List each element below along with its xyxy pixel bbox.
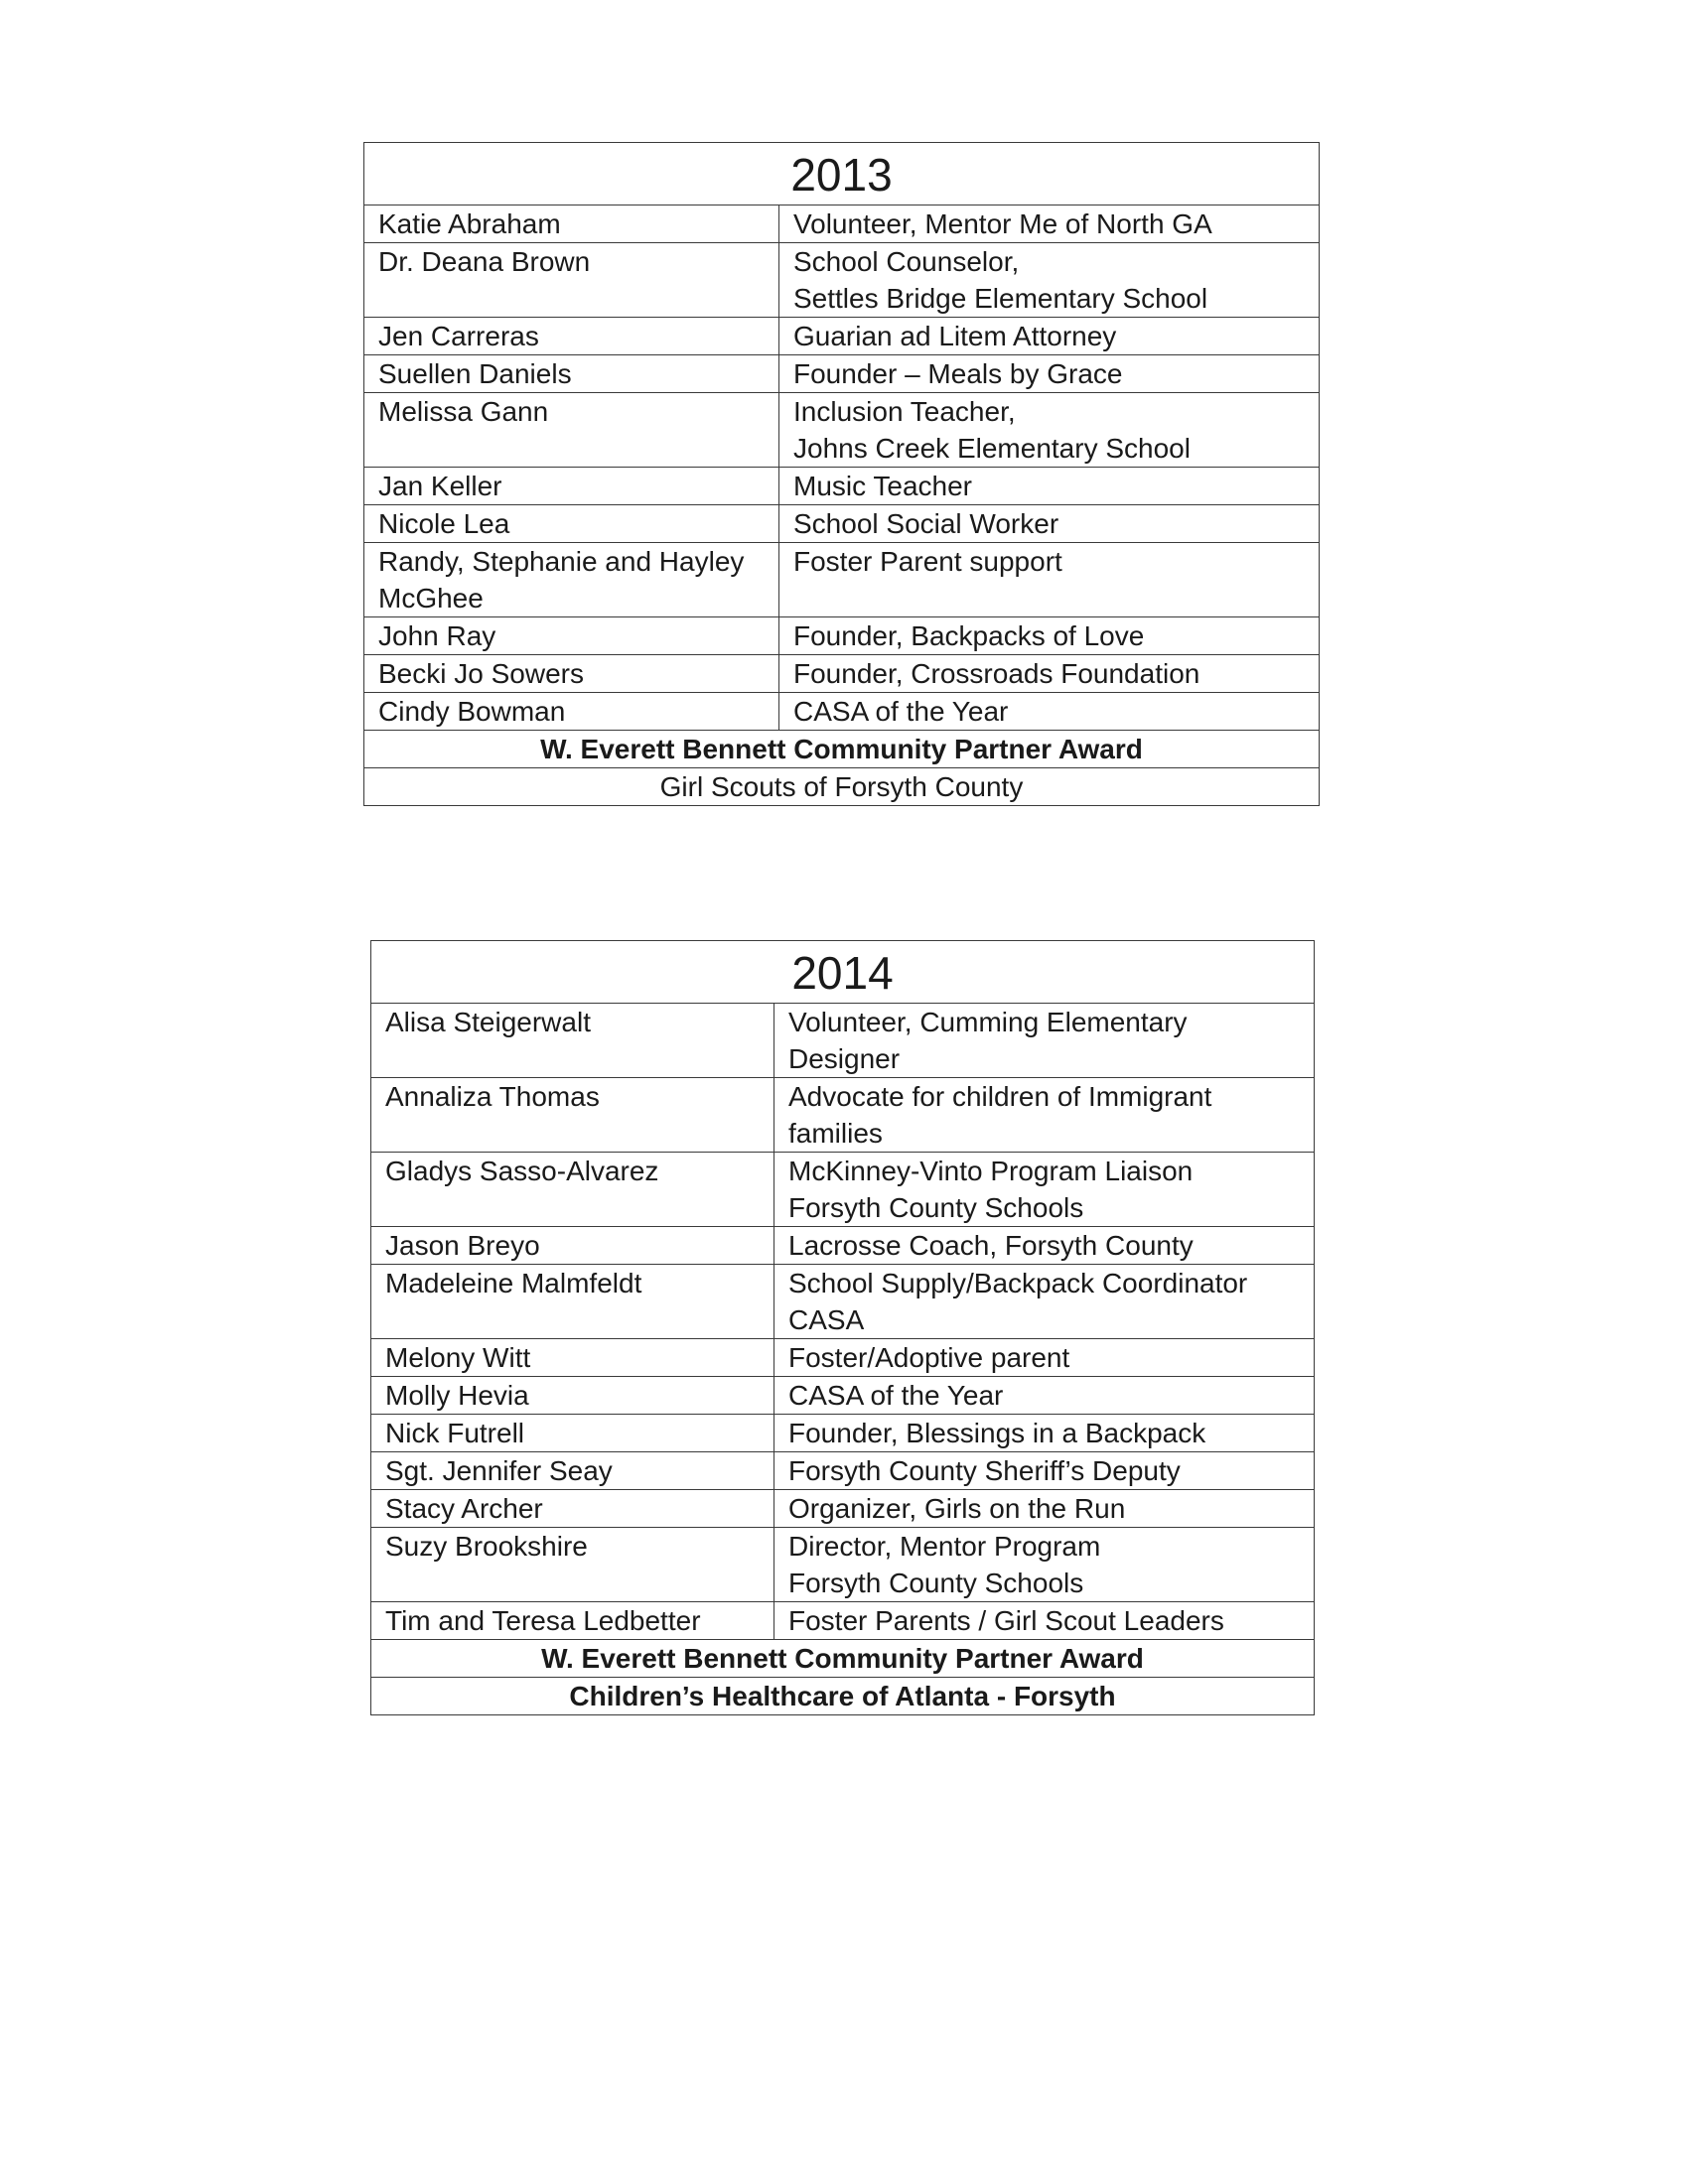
table-row [364, 505, 1320, 543]
table-row [364, 543, 1320, 617]
honoree-name: Melissa Gann [364, 393, 779, 468]
award-recipient: Girl Scouts of Forsyth County [364, 768, 1320, 806]
table-row [371, 1490, 1315, 1528]
honoree-name: Madeleine Malmfeldt [371, 1265, 774, 1339]
year-row [364, 143, 1320, 205]
table-row [364, 205, 1320, 243]
honoree-role: Foster Parents / Girl Scout Leaders [774, 1602, 1315, 1640]
honoree-name: Alisa Steigerwalt [371, 1004, 774, 1078]
table-row [371, 1153, 1315, 1227]
honoree-role: Forsyth County Sheriff’s Deputy [774, 1452, 1315, 1490]
table-row [371, 1377, 1315, 1415]
award-recipient-row [364, 768, 1320, 806]
year-heading: 2014 [371, 941, 1315, 1004]
honoree-name: Jen Carreras [364, 318, 779, 355]
honoree-role: Lacrosse Coach, Forsyth County [774, 1227, 1315, 1265]
honoree-name: Tim and Teresa Ledbetter [371, 1602, 774, 1640]
award-title-row [364, 731, 1320, 768]
honoree-name: Annaliza Thomas [371, 1078, 774, 1153]
table-row [371, 1415, 1315, 1452]
table-row [371, 1078, 1315, 1153]
honoree-name: Nicole Lea [364, 505, 779, 543]
table-row [371, 1339, 1315, 1377]
award-recipient-row [371, 1678, 1315, 1715]
honoree-name: Melony Witt [371, 1339, 774, 1377]
table-row [364, 617, 1320, 655]
honoree-name: Suzy Brookshire [371, 1528, 774, 1602]
table-row [371, 1528, 1315, 1602]
honoree-role: Founder – Meals by Grace [779, 355, 1320, 393]
award-title: W. Everett Bennett Community Partner Award [364, 731, 1320, 768]
honoree-name: Jan Keller [364, 468, 779, 505]
honoree-name: John Ray [364, 617, 779, 655]
honoree-name: Dr. Deana Brown [364, 243, 779, 318]
table-row [364, 243, 1320, 318]
awards-table-2013 [363, 142, 1320, 806]
table-row [371, 1452, 1315, 1490]
honoree-role: CASA of the Year [774, 1377, 1315, 1415]
table-row [371, 1004, 1315, 1078]
honoree-role: McKinney-Vinto Program Liaison Forsyth County Schools [774, 1153, 1315, 1227]
year-row [371, 941, 1315, 1004]
honoree-role: Founder, Blessings in a Backpack [774, 1415, 1315, 1452]
honoree-name: Nick Futrell [371, 1415, 774, 1452]
honoree-name: Katie Abraham [364, 205, 779, 243]
table-row [371, 1602, 1315, 1640]
honoree-name: Jason Breyo [371, 1227, 774, 1265]
honoree-role: CASA of the Year [779, 693, 1320, 731]
table-row [364, 355, 1320, 393]
table-row [364, 655, 1320, 693]
honoree-role: Foster/Adoptive parent [774, 1339, 1315, 1377]
honoree-role: Foster Parent support [779, 543, 1320, 617]
honoree-name: Becki Jo Sowers [364, 655, 779, 693]
table-row [364, 393, 1320, 468]
honoree-name: Stacy Archer [371, 1490, 774, 1528]
award-title-row [371, 1640, 1315, 1678]
table-row [371, 1265, 1315, 1339]
year-heading: 2013 [364, 143, 1320, 205]
honoree-name: Molly Hevia [371, 1377, 774, 1415]
honoree-role: Founder, Backpacks of Love [779, 617, 1320, 655]
honoree-name: Gladys Sasso-Alvarez [371, 1153, 774, 1227]
awards-table-2014 [370, 940, 1315, 1715]
honoree-role: Director, Mentor Program Forsyth County Schools [774, 1528, 1315, 1602]
honoree-role: Volunteer, Cumming Elementary Designer [774, 1004, 1315, 1078]
honoree-role: School Supply/Backpack Coordinator CASA [774, 1265, 1315, 1339]
table-row [371, 1227, 1315, 1265]
honoree-role: School Social Worker [779, 505, 1320, 543]
honoree-name: Suellen Daniels [364, 355, 779, 393]
honoree-role: Advocate for children of Immigrant families [774, 1078, 1315, 1153]
table-row [364, 318, 1320, 355]
honoree-role: Guarian ad Litem Attorney [779, 318, 1320, 355]
honoree-name: Sgt. Jennifer Seay [371, 1452, 774, 1490]
award-title: W. Everett Bennett Community Partner Award [371, 1640, 1315, 1678]
honoree-role: Founder, Crossroads Foundation [779, 655, 1320, 693]
honoree-role: Organizer, Girls on the Run [774, 1490, 1315, 1528]
honoree-name: Randy, Stephanie and Hayley McGhee [364, 543, 779, 617]
honoree-role: Music Teacher [779, 468, 1320, 505]
honoree-role: Inclusion Teacher, Johns Creek Elementary School [779, 393, 1320, 468]
table-row [364, 468, 1320, 505]
honoree-name: Cindy Bowman [364, 693, 779, 731]
award-recipient: Children’s Healthcare of Atlanta - Forsyth [371, 1678, 1315, 1715]
honoree-role: School Counselor, Settles Bridge Elementary School [779, 243, 1320, 318]
table-row [364, 693, 1320, 731]
honoree-role: Volunteer, Mentor Me of North GA [779, 205, 1320, 243]
